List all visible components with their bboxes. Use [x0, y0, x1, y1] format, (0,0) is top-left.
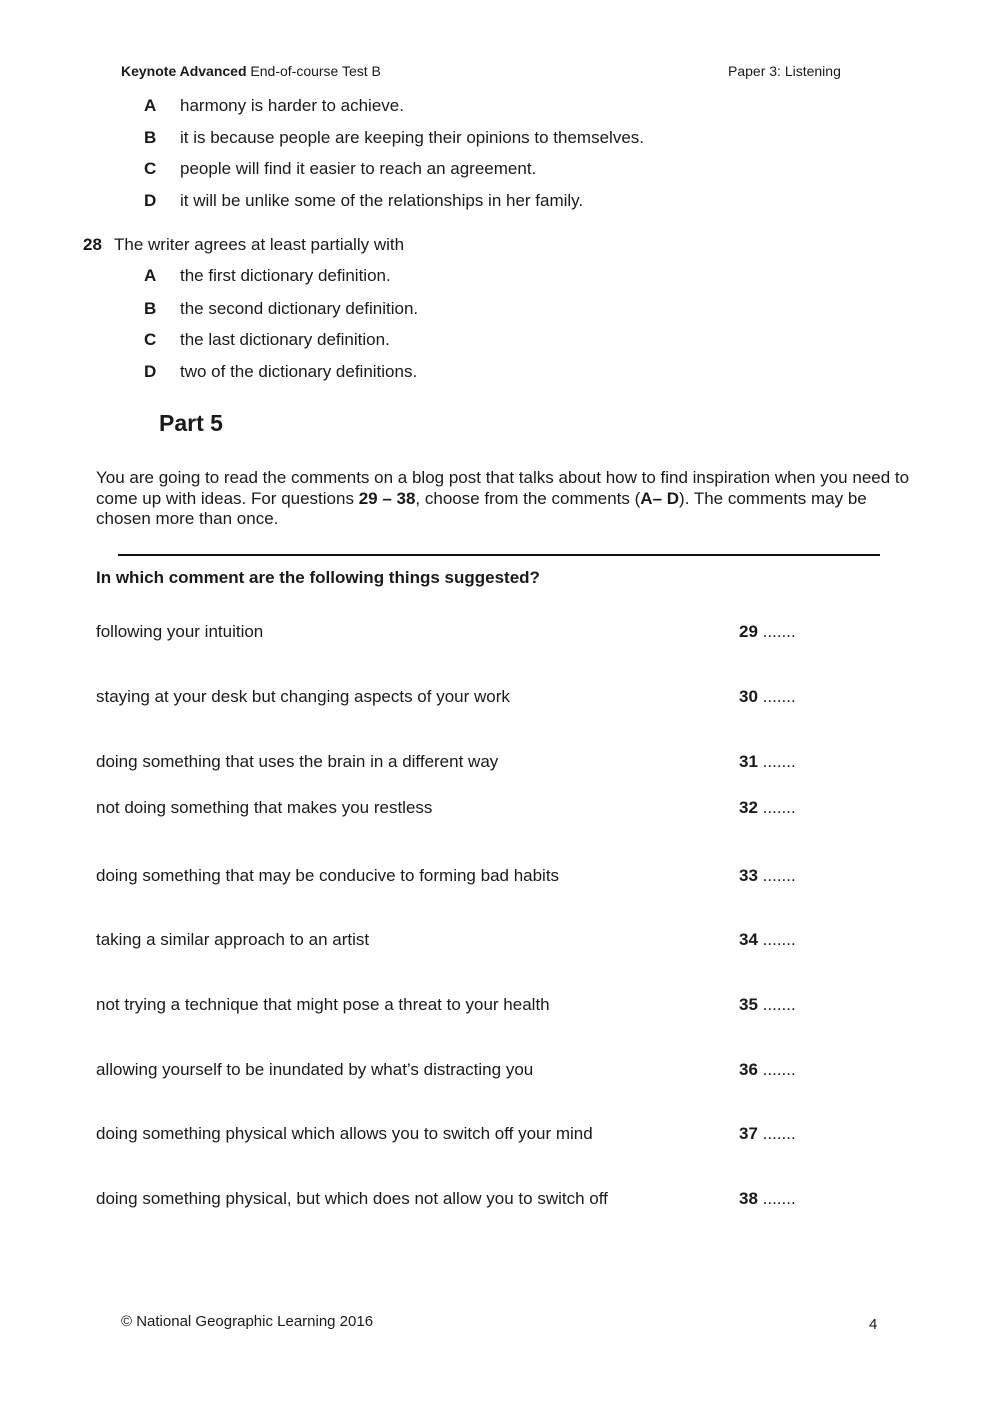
- list-item-text: doing something physical, but which does not allow you to switch off: [96, 1189, 608, 1208]
- answer-blank[interactable]: 36 .......: [739, 1060, 796, 1079]
- option-letter: A: [144, 266, 157, 285]
- option-text: people will find it easier to reach an agreement.: [180, 159, 537, 178]
- page-number: 4: [869, 1316, 878, 1333]
- option-letter: C: [144, 159, 157, 178]
- answer-blank[interactable]: 35 .......: [739, 995, 796, 1014]
- option-text: two of the dictionary definitions.: [180, 362, 418, 381]
- answer-blank[interactable]: 34 .......: [739, 930, 796, 949]
- list-item-text: staying at your desk but changing aspects of your work: [96, 687, 510, 706]
- option-letter: A: [144, 96, 157, 115]
- option-letter: D: [144, 191, 157, 210]
- list-item-text: doing something physical which allows you to switch off your mind: [96, 1124, 593, 1143]
- answer-blank[interactable]: 30 .......: [739, 687, 796, 706]
- answer-blank[interactable]: 37 .......: [739, 1124, 796, 1143]
- list-item-text: not trying a technique that might pose a threat to your health: [96, 995, 550, 1014]
- part-title: Part 5: [159, 410, 223, 436]
- option-text: harmony is harder to achieve.: [180, 96, 404, 115]
- option-text: it is because people are keeping their opinions to themselves.: [180, 128, 645, 147]
- part-instructions: You are going to read the comments on a blog post that talks about how to find inspiration when you need to come up with ideas. For questions 29 – 38, choose from the comments (A– D). The comments may be chosen more than once.: [96, 468, 910, 528]
- option-text: the last dictionary definition.: [180, 330, 390, 349]
- option-text: the second dictionary definition.: [180, 299, 419, 318]
- divider: [118, 554, 880, 556]
- question-stem: The writer agrees at least partially with: [114, 235, 405, 254]
- list-item-text: taking a similar approach to an artist: [96, 930, 370, 949]
- option-text: the first dictionary definition.: [180, 266, 391, 285]
- question-number: 28: [83, 235, 102, 254]
- copyright: © National Geographic Learning 2016: [121, 1313, 374, 1330]
- answer-blank[interactable]: 32 .......: [739, 798, 796, 817]
- section-prompt: In which comment are the following things suggested?: [96, 568, 540, 587]
- answer-blank[interactable]: 33 .......: [739, 866, 796, 885]
- option-letter: D: [144, 362, 157, 381]
- answer-blank[interactable]: 29 .......: [739, 622, 796, 641]
- answer-blank[interactable]: 31 .......: [739, 752, 796, 771]
- option-letter: C: [144, 330, 157, 349]
- list-item-text: doing something that may be conducive to forming bad habits: [96, 866, 560, 885]
- answer-blank[interactable]: 38 .......: [739, 1189, 796, 1208]
- list-item-text: following your intuition: [96, 622, 264, 641]
- page-header-paper: Paper 3: Listening: [728, 63, 841, 79]
- list-item-text: doing something that uses the brain in a different way: [96, 752, 499, 771]
- page-header-title: Keynote Advanced End-of-course Test B: [121, 63, 381, 79]
- list-item-text: not doing something that makes you restless: [96, 798, 433, 817]
- list-item-text: allowing yourself to be inundated by what’s distracting you: [96, 1060, 534, 1079]
- option-letter: B: [144, 128, 157, 147]
- option-letter: B: [144, 299, 157, 318]
- option-text: it will be unlike some of the relationships in her family.: [180, 191, 584, 210]
